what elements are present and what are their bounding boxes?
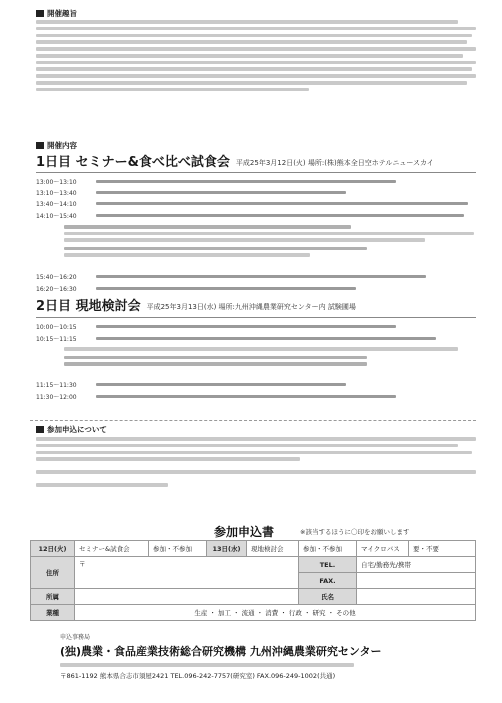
contact-block (60, 632, 480, 680)
day2-title: 2日目 現地検討会 (36, 299, 141, 314)
schedule-row: 11:15～11:30 (36, 380, 346, 389)
section-label-content-text: 開催内容 (47, 141, 77, 150)
day2-heading (36, 296, 356, 314)
address-field[interactable]: 〒 (75, 557, 299, 589)
day1-subtitle: 平成25年3月12日(火) 場所:(株)熊本全日空ホテルニュースカイ (235, 159, 434, 167)
form-row-fax: FAX. (31, 573, 476, 589)
background-paragraph (36, 20, 476, 91)
schedule-row: 14:10～15:40 (36, 211, 464, 220)
day1-divider (36, 172, 476, 173)
schedule-row: 13:00～13:10 (36, 177, 396, 186)
day2-divider (36, 317, 476, 318)
form-title: 参加申込書 (214, 525, 275, 539)
participation-notes (36, 437, 476, 487)
schedule-row: 10:15～11:15 (36, 334, 436, 343)
contact-label: 申込事務局 (60, 634, 91, 641)
schedule-row: 15:40～16:20 (36, 272, 426, 281)
section-label-background (36, 8, 77, 19)
schedule-row: 10:00～10:15 (36, 322, 396, 331)
field-visit-details (64, 347, 474, 366)
microbus-choice[interactable]: 要・不要 (409, 541, 476, 557)
schedule-row: 16:20～16:30 (36, 284, 356, 293)
schedule-row: 13:10～13:40 (36, 188, 346, 197)
section-label-participation-text: 参加申込について (47, 425, 107, 434)
affiliation-field[interactable] (75, 589, 299, 605)
day1-title: 1日目 セミナー&食べ比べ試食会 (36, 155, 230, 170)
registration-form (30, 540, 476, 621)
square-bullet-icon (36, 142, 44, 149)
tasting-session-details (64, 225, 474, 257)
notice-divider (30, 420, 476, 421)
section-label-content (36, 140, 77, 151)
form-note: ※該当するほうに〇印をお願いします (300, 528, 410, 536)
schedule-row: 11:30～12:00 (36, 392, 396, 401)
form-row-address: 住所 〒 TEL. 自宅/勤務先/携帯 (31, 557, 476, 573)
square-bullet-icon (36, 10, 44, 17)
industry-options[interactable]: 生産 ・ 加工 ・ 流通 ・ 消費 ・ 行政 ・ 研究 ・ その他 (75, 605, 476, 621)
day1-heading (36, 152, 434, 170)
square-bullet-icon (36, 426, 44, 433)
form-row-affiliation: 所属 氏名 (31, 589, 476, 605)
section-label-background-text: 開催趣旨 (47, 9, 77, 18)
seminar-attendance-choice[interactable]: 参加・不参加 (149, 541, 207, 557)
form-row-industry: 業種 生産 ・ 加工 ・ 流通 ・ 消費 ・ 行政 ・ 研究 ・ その他 (31, 605, 476, 621)
day2-subtitle: 平成25年3月13日(水) 場所:九州沖縄農業研究センター内 試験圃場 (146, 303, 356, 311)
tel-field[interactable]: 自宅/勤務先/携帯 (357, 557, 476, 573)
fax-field[interactable] (357, 573, 476, 589)
field-visit-attendance-choice[interactable]: 参加・不参加 (299, 541, 357, 557)
schedule-row: 13:40～14:10 (36, 199, 468, 208)
name-field[interactable] (357, 589, 476, 605)
contact-org: (独)農業・食品産業技術総合研究機構 九州沖縄農業研究センター (60, 645, 382, 658)
contact-tel-line: 〒861-1192 熊本県合志市須屋2421 TEL.096-242-7757(研究室) FAX.096-249-1002(共通) (60, 671, 336, 680)
section-label-participation (36, 424, 107, 435)
form-row-attendance: 12日(火) セミナー&試食会 参加・不参加 13日(水) 現地検討会 参加・不参加 マイクロバス 要・不要 (31, 541, 476, 557)
